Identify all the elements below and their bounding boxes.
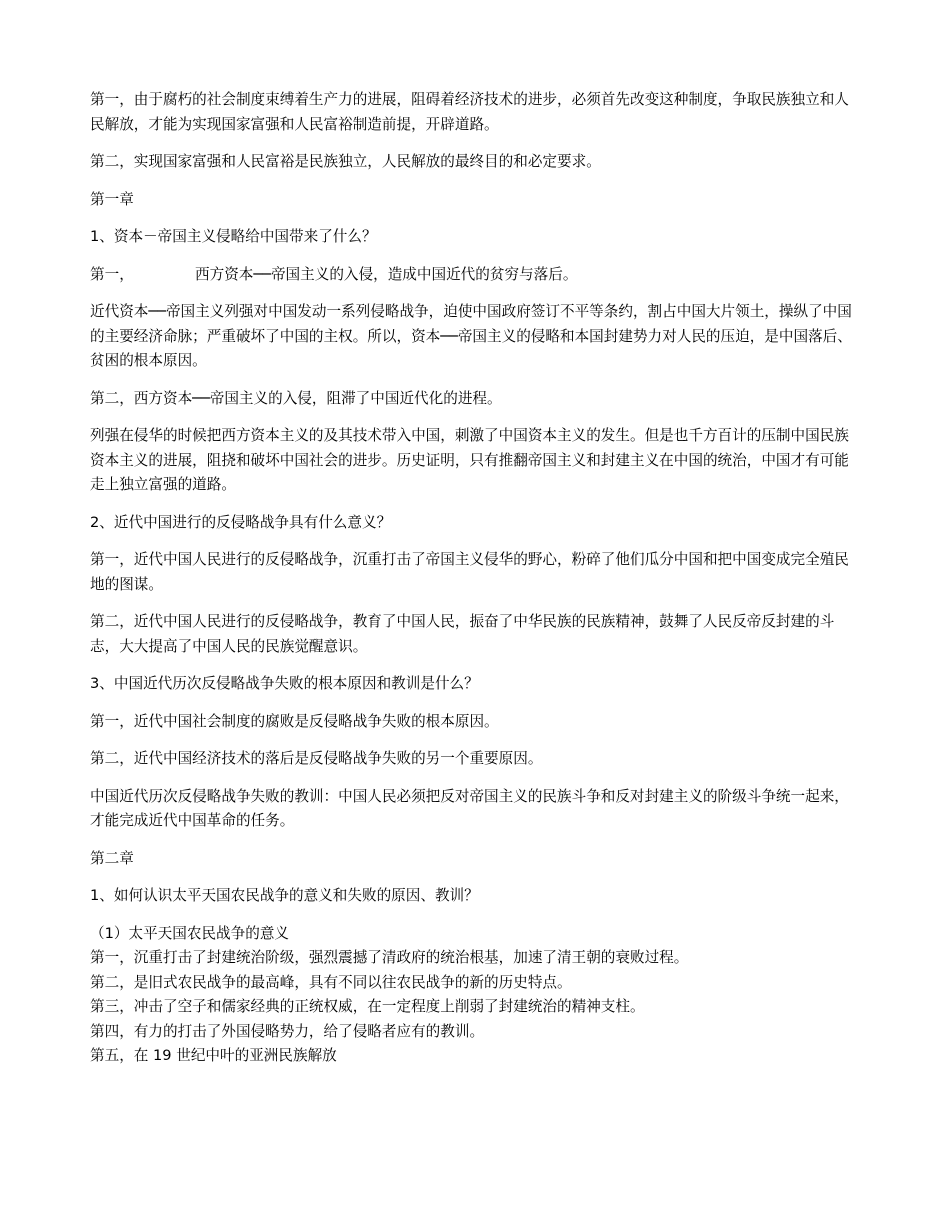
question-1-1: 1、资本－帝国主义侵略给中国带来了什么？ [90, 228, 377, 245]
paragraph-intro-2: 第二，实现国家富强和人民富裕是民族独立，人民解放的最终目的和必定要求。 [90, 153, 601, 170]
list-line-heading: （1）太平天国农民战争的意义 [90, 924, 290, 942]
document-page [90, 88, 862, 1069]
paragraph-explanation-1: 近代资本──帝国主义列强对中国发动一系列侵略战争，迫使中国政府签订不平等条约，割占中国大片领土，操纵了中国的主要经济命脉；严重破坏了中国的主权。所以，资本──帝国主义的侵略和本国封建势力对人民的压迫，是中国落后、贫困的根本原因。 [90, 303, 852, 369]
list-line-4: 第四，有力的打击了外国侵略势力，给了侵略者应有的教训。 [90, 1022, 485, 1040]
chapter-heading-2: 第二章 [90, 849, 134, 867]
list-line-1: 第一，沉重打击了封建统治阶级，强烈震撼了清政府的统治根基，加速了清王朝的衰败过程。 [90, 949, 689, 966]
list-line-5: 第五，在 19 世纪中叶的亚洲民族解放 [90, 1047, 337, 1064]
question-1-2: 2、近代中国进行的反侵略战争具有什么意义？ [90, 513, 392, 531]
list-line-2: 第二，是旧式农民战争的最高峰，具有不同以往农民战争的新的历史特点。 [90, 973, 572, 991]
point-second: 第二，西方资本──帝国主义的入侵，阻滞了中国近代化的进程。 [90, 389, 502, 407]
point-first-text: 西方资本──帝国主义的入侵，造成中国近代的贫穷与落后。 [195, 265, 578, 283]
chapter-heading-1: 第一章 [90, 190, 134, 208]
answer-1-2-second: 第二，近代中国人民进行的反侵略战争，教育了中国人民，振奋了中华民族的民族精神，鼓舞了人民反帝反封建的斗志，大大提高了中国人民的民族觉醒意识。 [90, 613, 835, 655]
question-2-1: 1、如何认识太平天国农民战争的意义和失败的原因、教训？ [90, 887, 479, 904]
answer-1-3-second: 第二，近代中国经济技术的落后是反侵略战争失败的另一个重要原因。 [90, 750, 543, 767]
paragraph-intro-1: 第一，由于腐朽的社会制度束缚着生产力的进展，阻碍着经济技术的进步，必须首先改变这种制度，争取民族独立和人民解放，才能为实现国家富强和人民富裕制造前提，开辟道路。 [90, 91, 849, 133]
taiping-significance-list [90, 922, 862, 1069]
answer-1-2-first: 第一，近代中国人民进行的反侵略战争，沉重打击了帝国主义侵华的野心，粉碎了他们瓜分中国和把中国变成完全殖民地的图谋。 [90, 551, 849, 593]
point-first [90, 263, 862, 288]
paragraph-explanation-2: 列强在侵华的时候把西方资本主义的及其技术带入中国，刺激了中国资本主义的发生。但是也千方百计的压制中国民族资本主义的进展，阻挠和破坏中国社会的进步。历史证明，只有推翻帝国主义和封建主义在中国的统治，中国才有可能走上独立富强的道路。 [90, 427, 849, 493]
list-line-3: 第三，冲击了空子和儒家经典的正统权威，在一定程度上削弱了封建统治的精神支柱。 [90, 998, 645, 1015]
answer-1-3-lesson: 中国近代历次反侵略战争失败的教训：中国人民必须把反对帝国主义的民族斗争和反对封建主义的阶级斗争统一起来，才能完成近代中国革命的任务。 [90, 787, 849, 829]
answer-1-3-first: 第一，近代中国社会制度的腐败是反侵略战争失败的根本原因。 [90, 712, 499, 730]
question-1-3: 3、中国近代历次反侵略战争失败的根本原因和教训是什么？ [90, 675, 479, 692]
point-first-label: 第一， [90, 265, 134, 283]
